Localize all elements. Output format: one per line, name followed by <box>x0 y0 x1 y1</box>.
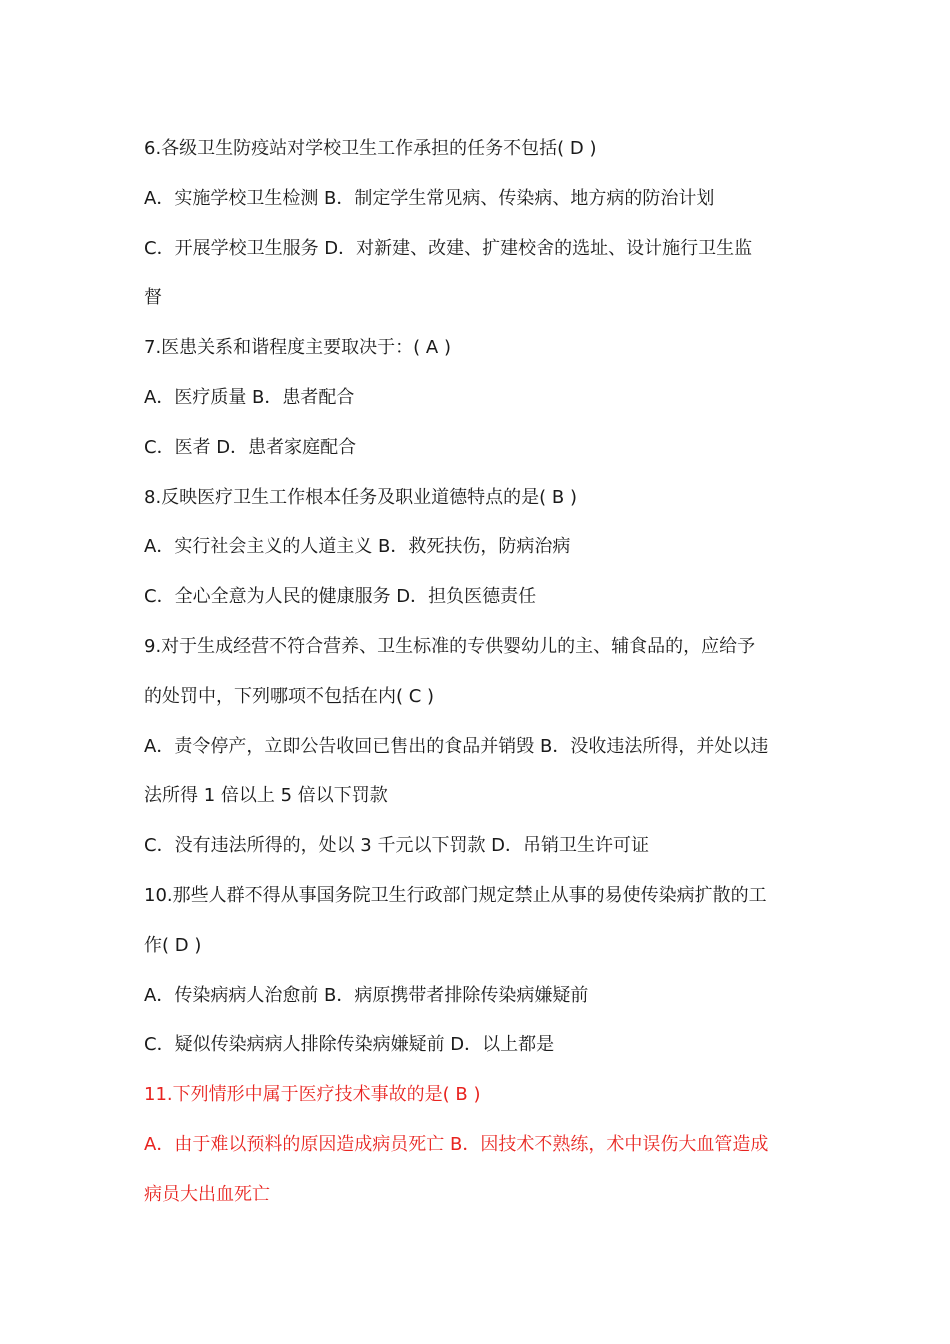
question-10-stem-cont: 作( D ) <box>144 934 202 956</box>
question-6-stem: 6.各级卫生防疫站对学校卫生工作承担的任务不包括( D ) <box>144 138 597 159</box>
question-9-stem-cont: 的处罚中，下列哪项不包括在内( C ) <box>144 685 435 707</box>
question-9-options-cd: C．没有违法所得的，处以 3 千元以下罚款 D．吊销卫生许可证 <box>144 835 650 857</box>
question-9-options-ab: A．责令停产，立即公告收回已售出的食品并销毁 B．没收违法所得，并处以违 <box>144 735 769 757</box>
question-7-options-ab: A．医疗质量 B．患者配合 <box>144 386 355 408</box>
question-6-options-ab: A．实施学校卫生检测 B．制定学生常见病、传染病、地方病的防治计划 <box>144 187 715 209</box>
question-9-options-ab-cont: 法所得 1 倍以上 5 倍以下罚款 <box>144 785 388 807</box>
question-11-options-ab: A．由于难以预料的原因造成病员死亡 B．因技术不熟练，术中误伤大血管造成 <box>144 1133 769 1155</box>
question-8-options-ab: A．实行社会主义的人道主义 B．救死扶伤，防病治病 <box>144 536 571 558</box>
question-8-stem: 8.反映医疗卫生工作根本任务及职业道德特点的是( B ) <box>144 486 578 508</box>
question-6-options-cd-cont: 督 <box>144 287 162 309</box>
question-10-options-ab: A．传染病病人治愈前 B．病原携带者排除传染病嫌疑前 <box>144 984 589 1006</box>
question-8-options-cd: C．全心全意为人民的健康服务 D．担负医德责任 <box>144 586 537 608</box>
question-9-stem: 9.对于生成经营不符合营养、卫生标准的专供婴幼儿的主、辅食品的，应给予 <box>144 635 756 657</box>
document-body <box>144 124 814 1220</box>
question-7-stem: 7.医患关系和谐程度主要取决于：( A ) <box>144 337 451 359</box>
question-11-stem: 11.下列情形中属于医疗技术事故的是( B ) <box>144 1084 481 1106</box>
question-11-options-ab-cont: 病员大出血死亡 <box>144 1183 270 1205</box>
question-10-options-cd: C．疑似传染病病人排除传染病嫌疑前 D．以上都是 <box>144 1034 555 1056</box>
question-10-stem: 10.那些人群不得从事国务院卫生行政部门规定禁止从事的易使传染病扩散的工 <box>144 884 767 906</box>
question-7-options-cd: C．医者 D．患者家庭配合 <box>144 436 357 458</box>
question-6-options-cd: C．开展学校卫生服务 D．对新建、改建、扩建校舍的选址、设计施行卫生监 <box>144 237 753 259</box>
